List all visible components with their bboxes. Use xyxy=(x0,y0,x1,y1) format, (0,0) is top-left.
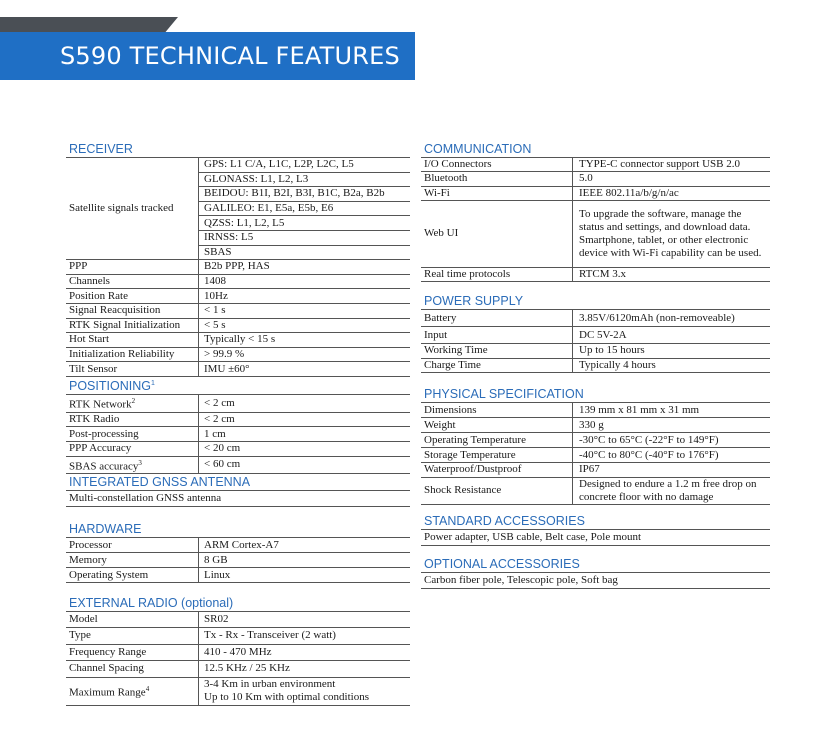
footnote-marker: 1 xyxy=(150,380,155,387)
spec-label-text: Shock Resistance xyxy=(424,484,502,496)
spec-label-text: Channels xyxy=(69,275,110,288)
spec-value: QZSS: L1, L2, L5 xyxy=(199,216,411,231)
section-power xyxy=(421,293,770,373)
spec-value: 8 GB xyxy=(199,553,411,568)
section-title-text: POSITIONING xyxy=(69,379,151,394)
spec-label-text: Processor xyxy=(69,538,112,551)
spec-table xyxy=(421,530,770,546)
spec-label xyxy=(66,158,199,260)
spec-value: 139 mm x 81 mm x 31 mm xyxy=(573,403,771,418)
spec-row xyxy=(66,553,410,568)
spec-value: B2b PPP, HAS xyxy=(199,260,411,275)
spec-label-text: RTK Radio xyxy=(69,413,120,426)
spec-value: < 5 s xyxy=(199,318,411,333)
spec-label-text: Signal Reacquisition xyxy=(69,304,161,317)
spec-value: Power adapter, USB cable, Belt case, Pole mount xyxy=(421,530,770,546)
spec-value: GLONASS: L1, L2, L3 xyxy=(199,172,411,187)
spec-label xyxy=(421,310,573,327)
spec-label xyxy=(66,568,199,583)
spec-value: Tx - Rx - Transceiver (2 watt) xyxy=(199,628,411,645)
section-radio xyxy=(66,595,410,706)
spec-label-text: Weight xyxy=(424,418,456,431)
spec-row xyxy=(66,427,410,442)
spec-table xyxy=(66,395,410,474)
spec-label xyxy=(66,644,199,661)
spec-value: < 1 s xyxy=(199,303,411,318)
spec-label xyxy=(421,403,573,418)
spec-row xyxy=(66,612,410,628)
spec-label xyxy=(66,412,199,427)
section-communication xyxy=(421,141,770,282)
spec-value: -40°C to 80°C (-40°F to 176°F) xyxy=(573,448,771,463)
spec-value: Typically < 15 s xyxy=(199,333,411,348)
spec-table xyxy=(421,573,770,589)
page-title-banner xyxy=(0,32,415,80)
spec-value: < 60 cm xyxy=(199,456,411,474)
spec-value: 330 g xyxy=(573,418,771,433)
footnote-marker: 3 xyxy=(138,458,142,467)
spec-label-text: Type xyxy=(69,629,91,642)
spec-row xyxy=(421,433,770,448)
section-title-text: POWER SUPPLY xyxy=(424,294,524,308)
spec-label xyxy=(421,344,573,359)
spec-label xyxy=(66,538,199,553)
spec-label xyxy=(66,442,199,457)
spec-label xyxy=(66,274,199,289)
footnote-marker: 2 xyxy=(131,397,136,406)
spec-label-text: Battery xyxy=(424,311,457,324)
spec-row xyxy=(421,403,770,418)
section-title-text: RECEIVER xyxy=(69,142,133,156)
spec-label xyxy=(66,612,199,628)
spec-row xyxy=(421,573,770,589)
spec-value: 1 cm xyxy=(199,427,411,442)
spec-label xyxy=(66,362,199,377)
spec-value: < 2 cm xyxy=(199,412,411,427)
spec-label xyxy=(66,318,199,333)
spec-label xyxy=(421,448,573,463)
spec-row xyxy=(66,362,410,377)
spec-label xyxy=(66,677,199,705)
section-hardware xyxy=(66,521,410,583)
spec-label-text: Post-processing xyxy=(69,427,139,440)
spec-label xyxy=(66,347,199,362)
spec-table xyxy=(66,538,410,583)
spec-label-text: Real time protocols xyxy=(424,268,511,281)
spec-value: Carbon fiber pole, Telescopic pole, Soft bag xyxy=(421,573,770,589)
spec-value: SBAS xyxy=(199,245,411,260)
spec-value: 3.85V/6120mAh (non-removeable) xyxy=(573,310,771,327)
spec-table xyxy=(421,403,770,505)
spec-row xyxy=(421,358,770,373)
spec-label-text: PPP Accuracy xyxy=(69,442,132,455)
spec-row xyxy=(421,200,770,267)
spec-label-text: Dimensions xyxy=(424,403,477,416)
spec-label-text: Wi-Fi xyxy=(424,186,450,199)
spec-label xyxy=(421,200,573,267)
spec-row xyxy=(421,186,770,200)
spec-value: 1408 xyxy=(199,274,411,289)
spec-label xyxy=(66,333,199,348)
spec-label-text: SBAS accuracy xyxy=(69,460,139,473)
spec-label-text: Initialization Reliability xyxy=(69,348,175,361)
spec-row xyxy=(66,644,410,661)
spec-value: -30°C to 65°C (-22°F to 149°F) xyxy=(573,433,771,448)
spec-row xyxy=(66,303,410,318)
spec-label-text: Waterproof/Dustproof xyxy=(424,463,522,476)
right-spec-column xyxy=(421,141,770,721)
spec-label xyxy=(66,661,199,678)
spec-row xyxy=(421,418,770,433)
spec-label xyxy=(421,463,573,478)
spec-label xyxy=(66,289,199,304)
spec-label-text: Tilt Sensor xyxy=(69,362,118,375)
spec-value: IEEE 802.11a/b/g/n/ac xyxy=(573,186,771,200)
spec-label-text: Operating System xyxy=(69,568,149,581)
spec-row xyxy=(66,456,410,474)
spec-value: 410 - 470 MHz xyxy=(199,644,411,661)
spec-row xyxy=(66,442,410,457)
spec-value: Designed to endure a 1.2 m free drop on concrete floor with no damage xyxy=(573,477,771,504)
spec-label-text: PPP xyxy=(69,260,88,273)
section-title xyxy=(66,141,410,158)
spec-row xyxy=(66,318,410,333)
spec-label xyxy=(421,327,573,344)
spec-label xyxy=(66,395,199,412)
spec-value: 10Hz xyxy=(199,289,411,304)
spec-value: 3-4 Km in urban environment Up to 10 Km with optimal conditions xyxy=(199,677,411,705)
page-title: S590 TECHNICAL FEATURES xyxy=(60,42,400,70)
spec-label xyxy=(66,427,199,442)
footnote-marker: 4 xyxy=(145,684,150,693)
spec-value: BEIDOU: B1I, B2I, B3I, B1C, B2a, B2b xyxy=(199,187,411,202)
section-title xyxy=(66,595,410,612)
spec-label-text: Input xyxy=(424,328,448,341)
section-receiver xyxy=(66,141,410,377)
spec-label-text: Model xyxy=(69,613,98,625)
spec-label xyxy=(66,456,199,474)
spec-label-text: RTK Network xyxy=(69,398,132,411)
spec-label xyxy=(66,553,199,568)
section-standard-accessories xyxy=(421,513,770,546)
spec-value: To upgrade the software, manage the status and settings, and download data. Smartphone, tablet, or other electronic device with Wi-Fi capability can be used. xyxy=(573,200,771,267)
spec-label xyxy=(66,303,199,318)
spec-table xyxy=(66,158,410,377)
spec-value: IRNSS: L5 xyxy=(199,230,411,245)
spec-row xyxy=(66,568,410,583)
spec-row xyxy=(66,538,410,553)
section-title xyxy=(66,521,410,538)
spec-label xyxy=(421,477,573,504)
spec-table xyxy=(66,491,410,507)
spec-label-text: Frequency Range xyxy=(69,645,147,658)
spec-value: Typically 4 hours xyxy=(573,358,771,373)
spec-label xyxy=(421,158,573,172)
spec-value: IP67 xyxy=(573,463,771,478)
spec-label xyxy=(421,172,573,186)
spec-row xyxy=(421,463,770,478)
spec-value: < 20 cm xyxy=(199,442,411,457)
spec-label xyxy=(421,358,573,373)
spec-label-text: Maximum Range xyxy=(69,686,146,699)
spec-label-text: Storage Temperature xyxy=(424,448,516,461)
spec-row xyxy=(421,172,770,186)
spec-row xyxy=(421,310,770,327)
section-title xyxy=(421,293,770,310)
spec-value: ARM Cortex-A7 xyxy=(199,538,411,553)
header-tab-decoration xyxy=(0,17,178,32)
spec-row xyxy=(66,412,410,427)
spec-row xyxy=(421,158,770,172)
spec-row xyxy=(66,333,410,348)
section-title xyxy=(421,513,770,530)
spec-row xyxy=(66,289,410,304)
spec-value: GPS: L1 C/A, L1C, L2P, L2C, L5 xyxy=(199,158,411,172)
spec-row xyxy=(66,395,410,412)
section-title xyxy=(66,474,410,491)
spec-value: Multi-constellation GNSS antenna xyxy=(66,491,410,507)
spec-label-text: Memory xyxy=(69,553,107,566)
spec-value: < 2 cm xyxy=(199,395,411,412)
spec-row xyxy=(66,677,410,705)
spec-label xyxy=(421,433,573,448)
spec-label-text: Satellite signals tracked xyxy=(69,202,174,215)
section-optional-accessories xyxy=(421,556,770,589)
spec-value: IMU ±60° xyxy=(199,362,411,377)
spec-row xyxy=(421,327,770,344)
spec-label-text: Charge Time xyxy=(424,358,481,371)
spec-row xyxy=(421,448,770,463)
spec-value: TYPE-C connector support USB 2.0 xyxy=(573,158,771,172)
spec-row xyxy=(66,274,410,289)
spec-label-text: Hot Start xyxy=(69,333,110,346)
section-positioning xyxy=(66,376,410,474)
spec-value: DC 5V-2A xyxy=(573,327,771,344)
spec-label xyxy=(66,260,199,275)
spec-row xyxy=(421,344,770,359)
section-title xyxy=(421,556,770,573)
section-title-text: INTEGRATED GNSS ANTENNA xyxy=(69,475,251,489)
spec-row xyxy=(66,628,410,645)
spec-label xyxy=(421,186,573,200)
section-title xyxy=(421,141,770,158)
spec-table xyxy=(66,612,410,706)
spec-label-text: Position Rate xyxy=(69,289,128,302)
spec-value: Up to 15 hours xyxy=(573,344,771,359)
spec-table xyxy=(421,158,770,282)
section-title xyxy=(66,376,410,395)
spec-row xyxy=(66,661,410,678)
spec-row xyxy=(66,158,410,172)
spec-value: RTCM 3.x xyxy=(573,267,771,281)
spec-row xyxy=(421,267,770,281)
spec-label-text: Operating Temperature xyxy=(424,433,526,446)
section-physical xyxy=(421,386,770,505)
section-antenna xyxy=(66,474,410,507)
spec-label-text: Web UI xyxy=(424,227,459,240)
spec-label-text: RTK Signal Initialization xyxy=(69,318,181,331)
spec-row xyxy=(66,491,410,507)
spec-label xyxy=(421,267,573,281)
spec-label-text: Bluetooth xyxy=(424,172,468,185)
left-spec-column xyxy=(66,141,410,721)
section-title-text: STANDARD ACCESSORIES xyxy=(424,514,585,528)
section-title-text: COMMUNICATION xyxy=(424,142,532,156)
section-title-text: OPTIONAL ACCESSORIES xyxy=(424,557,580,571)
spec-value: GALILEO: E1, E5a, E5b, E6 xyxy=(199,201,411,216)
spec-label-text: I/O Connectors xyxy=(424,158,492,171)
spec-value: Linux xyxy=(199,568,411,583)
section-title-text: HARDWARE xyxy=(69,522,142,536)
spec-label-text: Channel Spacing xyxy=(69,662,144,675)
section-title-text: PHYSICAL SPECIFICATION xyxy=(424,387,584,401)
spec-value: SR02 xyxy=(199,612,411,628)
spec-row xyxy=(421,477,770,504)
spec-table xyxy=(421,310,770,373)
spec-value: 12.5 KHz / 25 KHz xyxy=(199,661,411,678)
spec-row xyxy=(66,347,410,362)
spec-row xyxy=(421,530,770,546)
section-title-text: EXTERNAL RADIO (optional) xyxy=(69,596,234,610)
spec-row xyxy=(66,260,410,275)
spec-value: 5.0 xyxy=(573,172,771,186)
section-title xyxy=(421,386,770,403)
spec-value: > 99.9 % xyxy=(199,347,411,362)
spec-label xyxy=(66,628,199,645)
spec-label xyxy=(421,418,573,433)
spec-label-text: Working Time xyxy=(424,344,488,357)
